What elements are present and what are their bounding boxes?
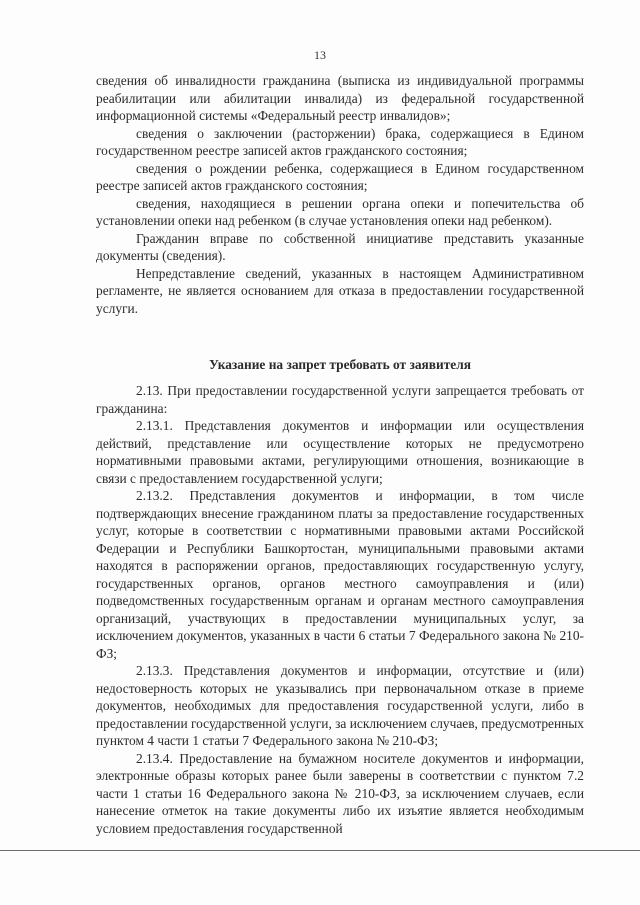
paragraph: сведения, находящиеся в решении органа опеки и попечительства об установлении опеки над ребенком (в случае установления опеки над ребенком). [96,195,584,228]
paragraph: Гражданин вправе по собственной инициативе представить указанные документы (сведения). [96,230,584,263]
section-heading: Указание на запрет требовать от заявителя [208,357,471,372]
bottom-text-block [96,382,584,837]
paragraph: 2.13.4. Предоставление на бумажном носителе документов и информации, электронные образы которых ранее были заверены в соответствии с пунктом 7.2 части 1 статьи 16 Федерального закона № 210-ФЗ, за исключением случаев, если нанесение отметок на такие документы либо их изъятие является необходимым условием предоставления государственной [96,750,584,836]
paragraph: 2.13.1. Представления документов и информации или осуществления действий, представление или осуществление которых не предусмотрено нормативными правовыми актами, регулирующими отношения, возникающие в связи с предоставлением государственной услуги; [96,418,584,486]
paragraph: 2.13.2. Представления документов и информации, в том числе подтверждающих внесение гражданином платы за предоставление государственных услуг, которые в соответствии с нормативными правовыми актами Российской Федерации и Республики Башкортостан, муниципальными правовыми актами находятся в распоряжении органов, предоставляющих государственную услугу, государственных органов, органов местного самоуправления и (или) подведомственных государственным органам и органам местного самоуправления организаций, участвующих в предоставлении муниципальных услуг, за исключением документов, указанных в части 6 статьи 7 Федерального закона № 210-ФЗ; [96,488,584,661]
paragraph: Непредставление сведений, указанных в настоящем Административном регламенте, не является основанием для отказа в предоставлении государственной услуги. [96,265,584,316]
paragraph: сведения о заключении (расторжении) брака, содержащиеся в Едином государственном реестре записей актов гражданского состояния; [96,125,584,158]
paragraph: сведения о рождении ребенка, содержащиеся в Едином государственном реестре записей актов гражданского состояния; [96,160,584,193]
paragraph: 2.13.3. Представления документов и информации, отсутствие и (или) недостоверность которых не указывались при первоначальном отказе в приеме документов, необходимых для предоставления государственной услуги, либо в предоставлении государственной услуги, за исключением случаев, предусмотренных пунктом 4 части 1 статьи 7 Федерального закона № 210-ФЗ; [96,663,584,748]
top-text-block [96,72,584,317]
paragraph: 2.13. При предоставлении государственной услуги запрещается требовать от гражданина: [96,383,584,416]
paragraph: сведения об инвалидности гражданина (выписка из индивидуальной программы реабилитации или абилитации инвалида) из федеральной государственной информационной системы «Федеральный реестр инвалидов»; [96,73,584,123]
page-number: 13 [314,48,326,62]
page-bottom-rule [0,850,640,851]
